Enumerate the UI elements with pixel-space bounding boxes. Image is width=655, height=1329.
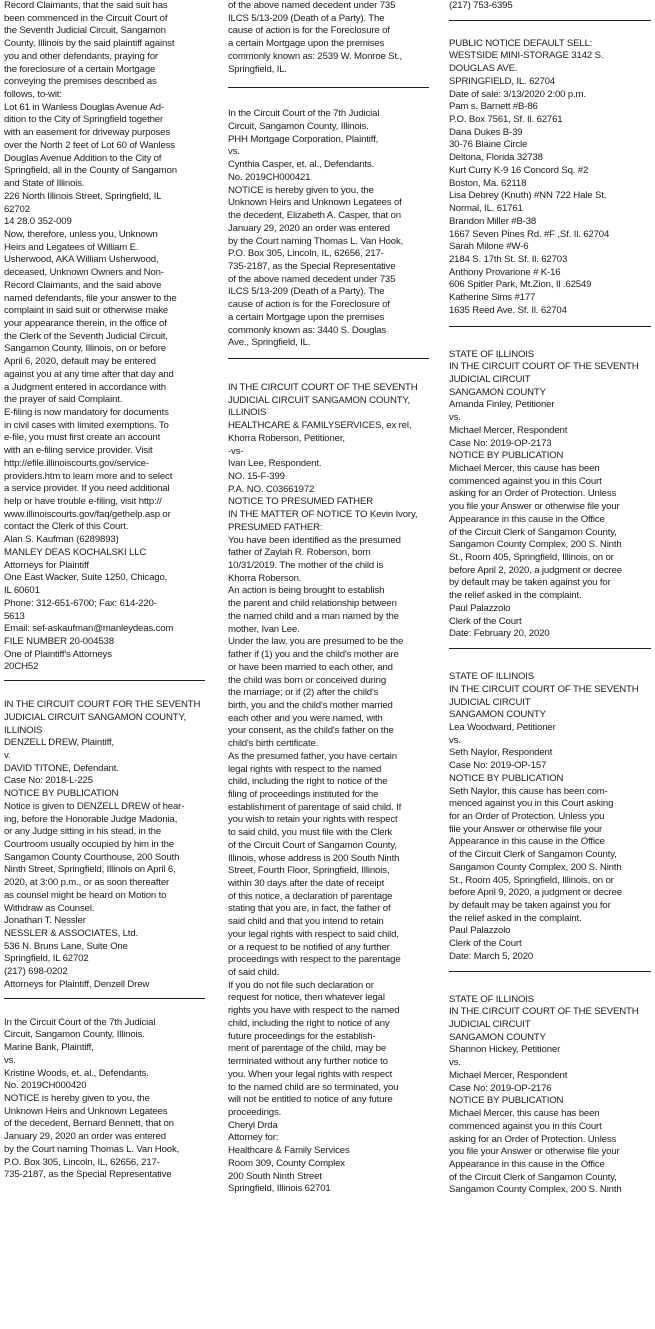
notice-line: One East Wacker, Suite 1250, Chicago, — [4, 572, 168, 584]
notice-line: of the above named decedent under 735 — [228, 0, 396, 11]
notice-line: P.O. Box 7561, Sf. Il. 62761 — [449, 114, 563, 126]
notice-drew-v-titone — [4, 699, 205, 992]
notice-line: dition to the City of Springfield together — [4, 114, 164, 126]
notice-line: birth, you and the child's mother married — [228, 699, 393, 711]
notice-line: MANLEY DEAS KOCHALSKI LLC — [4, 546, 147, 558]
notice-line: Kurt Curry K-9 16 Concord Sq. #2 — [449, 164, 589, 176]
notice-line: You have been identified as the presumed — [228, 534, 401, 546]
notice-line: NOTICE BY PUBLICATION — [449, 1095, 564, 1107]
notice-foreclosure-wanless — [4, 0, 205, 674]
notice-line: Springfield, IL. — [228, 63, 287, 75]
divider — [449, 20, 651, 21]
notice-line: 1635 Reed Ave. Sf. Il. 62704 — [449, 304, 567, 316]
notice-line: you. When your legal rights with respect — [228, 1068, 393, 1080]
notice-line: asking for an Order of Protection. Unless — [449, 488, 617, 500]
notice-line: v. — [4, 749, 11, 761]
notice-line: ILLINOIS — [228, 407, 267, 419]
notice-woodward-v-naylor — [449, 671, 651, 964]
notice-line: NOTICE is hereby given to you, the — [4, 1092, 150, 1104]
notice-line: a Judgment entered in accordance with — [4, 381, 166, 393]
notice-line: Cheryl Drda — [228, 1119, 278, 1131]
notice-line: the Seventh Judicial Circuit, Sangamon — [4, 25, 166, 37]
notice-line: e-file, you must first create an account — [4, 432, 161, 444]
notice-line: a certain Mortgage upon the premises — [228, 311, 385, 323]
notice-line: help or have trouble e-filing, visit http:// — [4, 496, 162, 508]
notice-line: commenced against you in this Court — [449, 475, 602, 487]
notice-line: Case No: 2019-OP-157 — [449, 760, 547, 772]
notice-line: Sangamon County, Illinois, on or before — [4, 343, 166, 355]
notice-line: by the Court naming Thomas L. Van Hook, — [228, 235, 404, 247]
notice-line: STATE OF ILLINOIS — [449, 993, 535, 1005]
notice-line: you wish to retain your rights with respect — [228, 814, 398, 826]
notice-line: Case No: 2019-OP-2173 — [449, 437, 552, 449]
notice-line: of this notice, a declaration of parentage — [228, 890, 393, 902]
notice-line: vs. — [4, 1054, 16, 1066]
notice-line: ILLINOIS — [4, 724, 43, 736]
notice-line: Douglas Avenue Addition to the City of — [4, 152, 162, 164]
notice-line: Heirs and Legatees of William E. — [4, 241, 139, 253]
divider — [4, 680, 205, 681]
notice-line: JUDICIAL CIRCUIT — [449, 1019, 531, 1031]
notice-line: SANGAMON COUNTY — [449, 709, 546, 721]
notice-line: the Clerk of the Seventh Judicial Circuit, — [4, 330, 168, 342]
notice-line: As the presumed father, you have certain — [228, 750, 397, 762]
column-3 — [449, 0, 651, 1329]
notice-line: 226 North Illinois Street, Springfield, IL — [4, 190, 162, 202]
notice-line: SANGAMON COUNTY — [449, 386, 546, 398]
notice-line: within 30 days after the date of receipt — [228, 878, 385, 889]
notice-line: terminated without any further notice to — [228, 1056, 388, 1068]
notice-line: complaint in said suit or otherwise make — [4, 305, 169, 317]
divider — [449, 971, 651, 972]
notice-line: County, Illinois by the said plaintiff against — [4, 38, 175, 50]
divider — [228, 358, 429, 359]
notice-line: Dana Dukes B-39 — [449, 126, 523, 138]
notice-line: Appearance in this cause in the Office — [449, 1158, 605, 1170]
notice-line: An action is being brought to establish — [228, 585, 385, 597]
notice-line: Sarah Milone #W-6 — [449, 241, 529, 253]
notice-line: against you at any time after that day and — [4, 368, 174, 380]
notice-line: 20CH52 — [4, 661, 39, 673]
notice-line: 1667 Seven Pines Rd. #F ,Sf. Il. 62704 — [449, 228, 610, 240]
notice-line: HEALTHCARE & FAMILYSERVICES, ex rel, — [228, 420, 412, 432]
notice-line: Deltona, Florida 32738 — [449, 152, 543, 164]
notice-line: Michael Mercer, this cause has been — [449, 463, 600, 474]
notice-line: http://efile.illinoiscourts.gov/service- — [4, 457, 149, 469]
notice-line: Lot 61 in Wanless Douglas Avenue Ad- — [4, 101, 164, 113]
notice-line: with an e-filing service provider. Visit — [4, 445, 153, 457]
notice-line: Room 309, County Complex — [228, 1157, 345, 1169]
notice-line: Sangamon County Complex, 200 S. Ninth — [449, 861, 622, 873]
notice-line: providers.htm to learn more and to select — [4, 470, 173, 482]
notice-line: Paul Palazzolo — [449, 925, 511, 937]
notice-line: Attorneys for Plaintiff — [4, 559, 89, 571]
notice-line: Seth Naylor, this cause has been com- — [449, 785, 608, 797]
notice-line: Case No: 2019-OP-2176 — [449, 1082, 552, 1094]
notice-line: E-filing is now mandatory for documents — [4, 407, 169, 418]
notice-line: Withdraw as Counsel. — [4, 902, 95, 914]
notice-line: or any Judge sitting in his stead, in the — [4, 826, 162, 838]
notice-line: vs. — [449, 412, 461, 424]
notice-line: Brandon Miller #B-38 — [449, 215, 537, 227]
notice-line: the relief asked in the complaint. — [449, 912, 582, 924]
notice-line: Normal, IL. 61761 — [449, 203, 523, 215]
notice-line: NOTICE BY PUBLICATION — [449, 450, 564, 462]
notice-line: Usherwood, AKA William Usherwood, — [4, 254, 159, 266]
notice-line: future proceedings for the establish- — [228, 1030, 376, 1042]
notice-line: STATE OF ILLINOIS — [449, 348, 535, 360]
notice-phone-continued — [449, 0, 651, 13]
notice-line: In the Circuit Court of the 7th Judicial — [228, 108, 380, 120]
notice-line: commonly known as: 3440 S. Douglas — [228, 324, 387, 336]
notice-line: cause of action is for the Foreclosure of — [228, 25, 390, 37]
notice-line: the decedent, Elizabeth A. Casper, that on — [228, 210, 401, 222]
notice-line: Jonathan T. Nessler — [4, 915, 86, 927]
notice-line: of the above named decedent under 735 — [228, 273, 396, 285]
notice-line: Michael Mercer, Respondent — [449, 1069, 568, 1081]
notice-presumed-father — [228, 382, 429, 1196]
notice-line: 2184 S. 17th St. Sf. Il. 62703 — [449, 253, 568, 265]
column-1 — [4, 0, 205, 1329]
notice-line: Notice is given to DENZELL DREW of hear- — [4, 800, 185, 812]
notice-line: the child was born or conceived during — [228, 674, 387, 686]
notice-line: your legal rights with respect to said child, — [228, 928, 399, 940]
divider — [4, 998, 205, 999]
notice-line: the named child and a man named by the — [228, 610, 399, 622]
notice-line: SANGAMON COUNTY — [449, 1031, 546, 1043]
notice-line: IN THE CIRCUIT COURT OF THE SEVENTH — [228, 381, 418, 393]
notice-line: request for notice, then whatever legal — [228, 992, 385, 1004]
notice-line: JUDICIAL CIRCUIT SANGAMON COUNTY, — [228, 394, 410, 406]
notice-line: vs. — [228, 146, 240, 158]
notice-line: a service provider. If you need additional — [4, 483, 170, 495]
notice-line: IN THE CIRCUIT COURT OF THE SEVENTH — [449, 683, 639, 695]
notice-line: Lisa Debrey (Knuth) #NN 722 Hale St. — [449, 190, 607, 202]
notice-line: JUDICIAL CIRCUIT — [449, 696, 531, 708]
divider — [449, 326, 651, 327]
notice-line: IL 60601 — [4, 585, 40, 597]
notice-line: IN THE MATTER OF NOTICE TO Kevin Ivory, — [228, 509, 418, 521]
notice-line: In the Circuit Court of the 7th Judicial — [4, 1016, 156, 1028]
notice-line: Unknown Heirs and Unknown Legatees of — [228, 197, 402, 209]
notice-line: DENZELL DREW, Plaintiff, — [4, 737, 114, 749]
notice-line: 2020, at 3:00 p.m., or as soon thereafter — [4, 877, 170, 889]
notice-line: of the Circuit Court of Sangamon County, — [228, 839, 397, 851]
notice-line: Michael Mercer, Respondent — [449, 424, 568, 436]
notice-line: FILE NUMBER 20-004538 — [4, 635, 114, 647]
divider — [228, 87, 429, 88]
notice-marine-bank-continued — [228, 0, 429, 76]
notice-line: vs. — [449, 734, 461, 746]
notice-line: Clerk of the Court — [449, 938, 522, 950]
notice-line: child, including the right to notice of the — [228, 776, 388, 788]
notice-line: commenced against you in this Court — [449, 1120, 602, 1132]
notice-line: the prayer of said Complaint. — [4, 394, 123, 406]
notice-line: No. 2019CH000420 — [4, 1080, 87, 1092]
notice-line: the marriage; or if (2) after the child's — [228, 687, 379, 699]
notice-line: P.A. NO. C03661972 — [228, 483, 315, 495]
notice-line: 30-76 Blaine Circle — [449, 139, 528, 151]
notice-line: Ivan Lee, Respondent. — [228, 458, 322, 470]
notice-line: Record Claimants, that the said suit has — [4, 0, 168, 11]
notice-line: Sangamon County Courthouse, 200 South — [4, 851, 180, 863]
notice-line: contact the Clerk of this Court. — [4, 521, 129, 533]
notice-line: Alan S. Kaufman (6289893) — [4, 534, 119, 546]
notice-line: of the Circuit Clerk of Sangamon County, — [449, 1171, 617, 1183]
notice-line: menced against you in this Court asking — [449, 798, 614, 810]
notice-line: been commenced in the Circuit Court of — [4, 12, 168, 24]
notice-line: Appearance in this cause in the Office — [449, 836, 605, 848]
notice-line: follows, to-wit: — [4, 89, 62, 101]
notice-line: and State of Illinois. — [4, 178, 85, 190]
notice-line: Healthcare & Family Services — [228, 1145, 350, 1157]
notice-line: or have been married to each other, and — [228, 661, 393, 673]
notice-line: 536 N. Bruns Lane, Suite One — [4, 940, 128, 952]
notice-line: Kristine Woods, et. al., Defendants. — [4, 1067, 149, 1079]
notice-line: mother, Ivan Lee. — [228, 623, 300, 635]
notice-line: Courtroom usually occupied by him in the — [4, 839, 174, 850]
notice-line: IN THE CIRCUIT COURT FOR THE SEVENTH — [4, 699, 201, 711]
notice-line: Case No: 2018-L-225 — [4, 775, 93, 787]
notice-line: Springfield, IL 62702 — [4, 953, 89, 965]
notice-line: to said child, you must file with the Clerk — [228, 827, 393, 839]
notice-line: father of Zaylah R. Roberson, born — [228, 547, 371, 559]
notice-line: Record Claimants, and the said above — [4, 279, 162, 291]
notice-line: (217) 753-6395 — [449, 0, 513, 11]
notice-line: Clerk of the Court — [449, 615, 522, 627]
notice-line: Springfield, all in the County of Sangamon — [4, 165, 177, 177]
notice-mini-storage-sale — [449, 38, 651, 318]
notice-line: -vs- — [228, 445, 244, 457]
notice-line: Amanda Finley, Petitioner — [449, 399, 555, 411]
notice-line: 606 Spitler Park, Mt.Zion, Il .62549 — [449, 279, 592, 291]
notice-line: NOTICE TO PRESUMED FATHER — [228, 496, 373, 508]
notice-line: 10/31/2019. The mother of the child is — [228, 560, 384, 572]
notice-line: Phone: 312-651-6700; Fax: 614-220- — [4, 597, 157, 609]
notice-line: If you do not file such declaration or — [228, 979, 374, 991]
notice-line: www.illinoiscourts.gov/faq/gethelp.asp or — [4, 508, 171, 520]
notice-line: P.O. Box 305, Lincoln, IL, 62656, 217- — [4, 1156, 160, 1168]
notice-line: of said child. — [228, 967, 280, 979]
notice-line: before April 2, 2020, a judgment or decree — [449, 564, 622, 576]
notice-line: child, including the right to notice of any — [228, 1017, 390, 1029]
column-2 — [228, 0, 429, 1329]
notice-line: ing, before the Honorable Judge Madonia, — [4, 813, 178, 825]
notice-line: proceedings with respect to the parentage — [228, 954, 401, 966]
notice-line: Anthony Provarione # K-16 — [449, 266, 561, 278]
notice-line: the relief asked in the complaint. — [449, 590, 582, 602]
notice-line: Appearance in this cause in the Office — [449, 513, 605, 525]
notice-line: of the Circuit Clerk of Sangamon County, — [449, 526, 617, 538]
notice-line: NOTICE BY PUBLICATION — [4, 788, 119, 800]
notice-hickey-v-mercer — [449, 994, 651, 1198]
notice-line: Michael Mercer, this cause has been — [449, 1108, 600, 1120]
notice-line: your appearance therein, in the office of — [4, 317, 167, 329]
notice-line: proceedings. — [228, 1106, 282, 1118]
notice-line: Shannon Hickey, Petitioner — [449, 1044, 561, 1056]
notice-line: NOTICE BY PUBLICATION — [449, 772, 564, 784]
notice-line: by default may be taken against you for — [449, 577, 611, 589]
notice-line: for an Order of Protection. Unless you — [449, 810, 605, 822]
notice-line: conveying the premises described as — [4, 76, 157, 88]
notice-line: Circuit, Sangamon County, Illinois. — [228, 121, 369, 133]
notice-line: the parent and child relationship between — [228, 598, 397, 610]
notice-line: in civil cases with limited exemptions. To — [4, 419, 169, 431]
notice-line: over the North 2 feet of Lot 60 of Wanless — [4, 139, 175, 151]
notice-line: ILCS 5/13-209 (Death of a Party). The — [228, 12, 385, 24]
notice-line: each other and you were named, with — [228, 712, 383, 724]
notice-line: Street, Fourth Floor, Springfield, Illinois, — [228, 865, 390, 877]
notice-line: you file your Answer or otherwise file your — [449, 1146, 620, 1158]
notice-line: to the named child are so terminated, you — [228, 1081, 399, 1093]
notice-line: vs. — [449, 1057, 461, 1069]
notice-line: by the Court naming Thomas L. Van Hook, — [4, 1143, 180, 1155]
notice-line: St., Room 405, Springfield, Illinois, on or — [449, 874, 614, 886]
notice-line: said child and that you intend to retain — [228, 916, 384, 928]
notice-line: Email: sef-askaufman@manleydeas.com — [4, 623, 174, 635]
notice-line: STATE OF ILLINOIS — [449, 671, 535, 683]
notice-line: Pam s. Barnett #B-86 — [449, 101, 538, 113]
notice-line: Seth Naylor, Respondent — [449, 747, 553, 759]
notice-line: stating that you are, in fact, the father of — [228, 903, 391, 915]
notice-line: JUDICIAL CIRCUIT SANGAMON COUNTY, — [4, 711, 186, 723]
notice-line: DAVID TITONE, Defendant. — [4, 762, 119, 774]
notice-line: will not be entitled to notice of any future — [228, 1094, 393, 1106]
notice-line: Paul Palazzolo — [449, 602, 511, 614]
notice-line: of the decedent, Bernard Bennett, that on — [4, 1118, 174, 1130]
notice-line: Now, therefore, unless you, Unknown — [4, 228, 158, 240]
notice-line: WESTSIDE MINI-STORAGE 3142 S. — [449, 50, 604, 62]
notice-line: Lea Woodward, Petitioner — [449, 721, 556, 733]
notice-line: ILCS 5/13-209 (Death of a Party). The — [228, 286, 385, 298]
notice-line: 5613 — [4, 610, 25, 622]
notice-line: Sangamon County Complex, 200 S. Ninth — [449, 539, 622, 551]
notice-line: Circuit, Sangamon County, Illinois. — [4, 1029, 145, 1041]
notice-phh-mortgage — [228, 108, 429, 350]
notice-line: a certain Mortgage upon the premises — [228, 38, 385, 50]
notice-line: IN THE CIRCUIT COURT OF THE SEVENTH — [449, 361, 639, 373]
notice-line: commonly known as: 2539 W. Monroe St., — [228, 50, 402, 62]
notice-line: Attorney for: — [228, 1132, 279, 1144]
notice-line: before April 9, 2020, a judgment or decree — [449, 887, 622, 899]
notice-marine-bank — [4, 1017, 205, 1182]
notice-line: you and other defendants, praying for — [4, 50, 158, 62]
notice-line: Unknown Heirs and Unknown Legatees — [4, 1105, 168, 1117]
notice-line: father if (1) you and the child's mother are — [228, 649, 399, 661]
notice-line: file your Answer or otherwise file your — [449, 823, 603, 835]
notice-line: April 6, 2020, default may be entered — [4, 356, 156, 368]
notice-line: your consent, as the child's father on the — [228, 725, 394, 737]
notice-line: 735-2187, as the Special Representative — [4, 1169, 172, 1181]
notice-line: PHH Mortgage Corporation, Plaintiff, — [228, 133, 379, 145]
notice-finley-v-mercer — [449, 349, 651, 642]
notice-line: Date: March 5, 2020 — [449, 950, 534, 962]
notice-line: NO. 15-F-399 — [228, 471, 285, 482]
notice-line: January 29, 2020 an order was entered — [4, 1131, 166, 1143]
notice-line: establishment of parentage of said child. If — [228, 801, 402, 813]
notice-line: Springfield, Illinois 62701 — [228, 1183, 331, 1195]
notice-line: rights you have with respect to the named — [228, 1005, 400, 1017]
notice-line: Ninth Street, Springfield, Illinois on April 6, — [4, 864, 176, 876]
notice-line: of the Circuit Clerk of Sangamon County, — [449, 849, 617, 861]
notice-line: P.O. Box 305, Lincoln, IL, 62656, 217- — [228, 248, 384, 260]
notice-line: cause of action is for the Foreclosure of — [228, 299, 390, 311]
notice-line: by default may be taken against you for — [449, 900, 611, 911]
notice-line: Attorneys for Plaintiff, Denzell Drew — [4, 978, 150, 990]
divider — [449, 648, 651, 649]
notice-line: 735-2187, as the Special Representative — [228, 260, 396, 272]
notice-line: One of Plaintiff's Attorneys — [4, 648, 112, 660]
notice-line: 62702 — [4, 203, 30, 215]
notice-line: Marine Bank, Plaintiff, — [4, 1042, 94, 1054]
notice-line: PUBLIC NOTICE DEFAULT SELL: — [449, 37, 593, 49]
notice-line: 14 28.0 352-009 — [4, 216, 72, 228]
notice-line: Illinois, whose address is 200 South Ninth — [228, 852, 400, 864]
notice-line: SPRINGFIELD, IL. 62704 — [449, 75, 556, 87]
notice-line: ment of parentage of the child, may be — [228, 1043, 387, 1055]
notice-line: No. 2019CH000421 — [228, 171, 311, 183]
notice-line: named defendants, file your answer to the — [4, 292, 177, 304]
notice-line: child's birth certificate. — [228, 738, 319, 750]
notice-line: as counsel might be heard on Motion to — [4, 889, 167, 901]
notice-line: St., Room 405, Springfield, Illinois, on or — [449, 552, 614, 564]
notice-line: PRESUMED FATHER: — [228, 521, 323, 533]
notice-line: Sangamon County Complex, 200 S. Ninth — [449, 1184, 622, 1196]
notice-line: Under the law, you are presumed to be the — [228, 636, 404, 648]
notice-line: asking for an Order of Protection. Unless — [449, 1133, 617, 1145]
notice-line: Cynthia Casper, et. al., Defendants. — [228, 159, 375, 171]
notice-line: January 29, 2020 an order was entered — [228, 222, 390, 234]
notice-line: filing of proceedings instituted for the — [228, 788, 379, 800]
notice-line: (217) 698-0202 — [4, 966, 68, 978]
notice-line: NESSLER & ASSOCIATES, Ltd. — [4, 928, 139, 940]
notice-line: JUDICIAL CIRCUIT — [449, 373, 531, 385]
notice-line: DOUGLAS AVE. — [449, 63, 518, 75]
notice-line: you file your Answer or otherwise file your — [449, 501, 620, 513]
notice-line: 200 South Ninth Street — [228, 1170, 322, 1182]
notice-line: or a request to be notified of any further — [228, 941, 390, 953]
notice-line: Boston, Ma. 62118 — [449, 177, 527, 189]
notice-line: the foreclosure of a certain Mortgage — [4, 63, 156, 75]
notice-line: Date of sale: 3/13/2020 2:00 p.m. — [449, 88, 586, 100]
notice-line: deceased, Unknown Owners and Non- — [4, 267, 164, 279]
notice-line: NOTICE is hereby given to you, the — [228, 184, 374, 196]
notice-line: Ave., Springfield, IL. — [228, 337, 311, 349]
notice-line: Khorra Roberson, Petitioner, — [228, 432, 345, 444]
notice-line: Katherine Sims #177 — [449, 292, 536, 304]
notice-line: legal rights with respect to the named — [228, 763, 382, 775]
notice-line: Khorra Roberson. — [228, 572, 302, 584]
notice-line: IN THE CIRCUIT COURT OF THE SEVENTH — [449, 1006, 639, 1018]
notice-line: Date: February 20, 2020 — [449, 628, 550, 640]
notice-line: with an easement for driveway purposes — [4, 127, 171, 139]
